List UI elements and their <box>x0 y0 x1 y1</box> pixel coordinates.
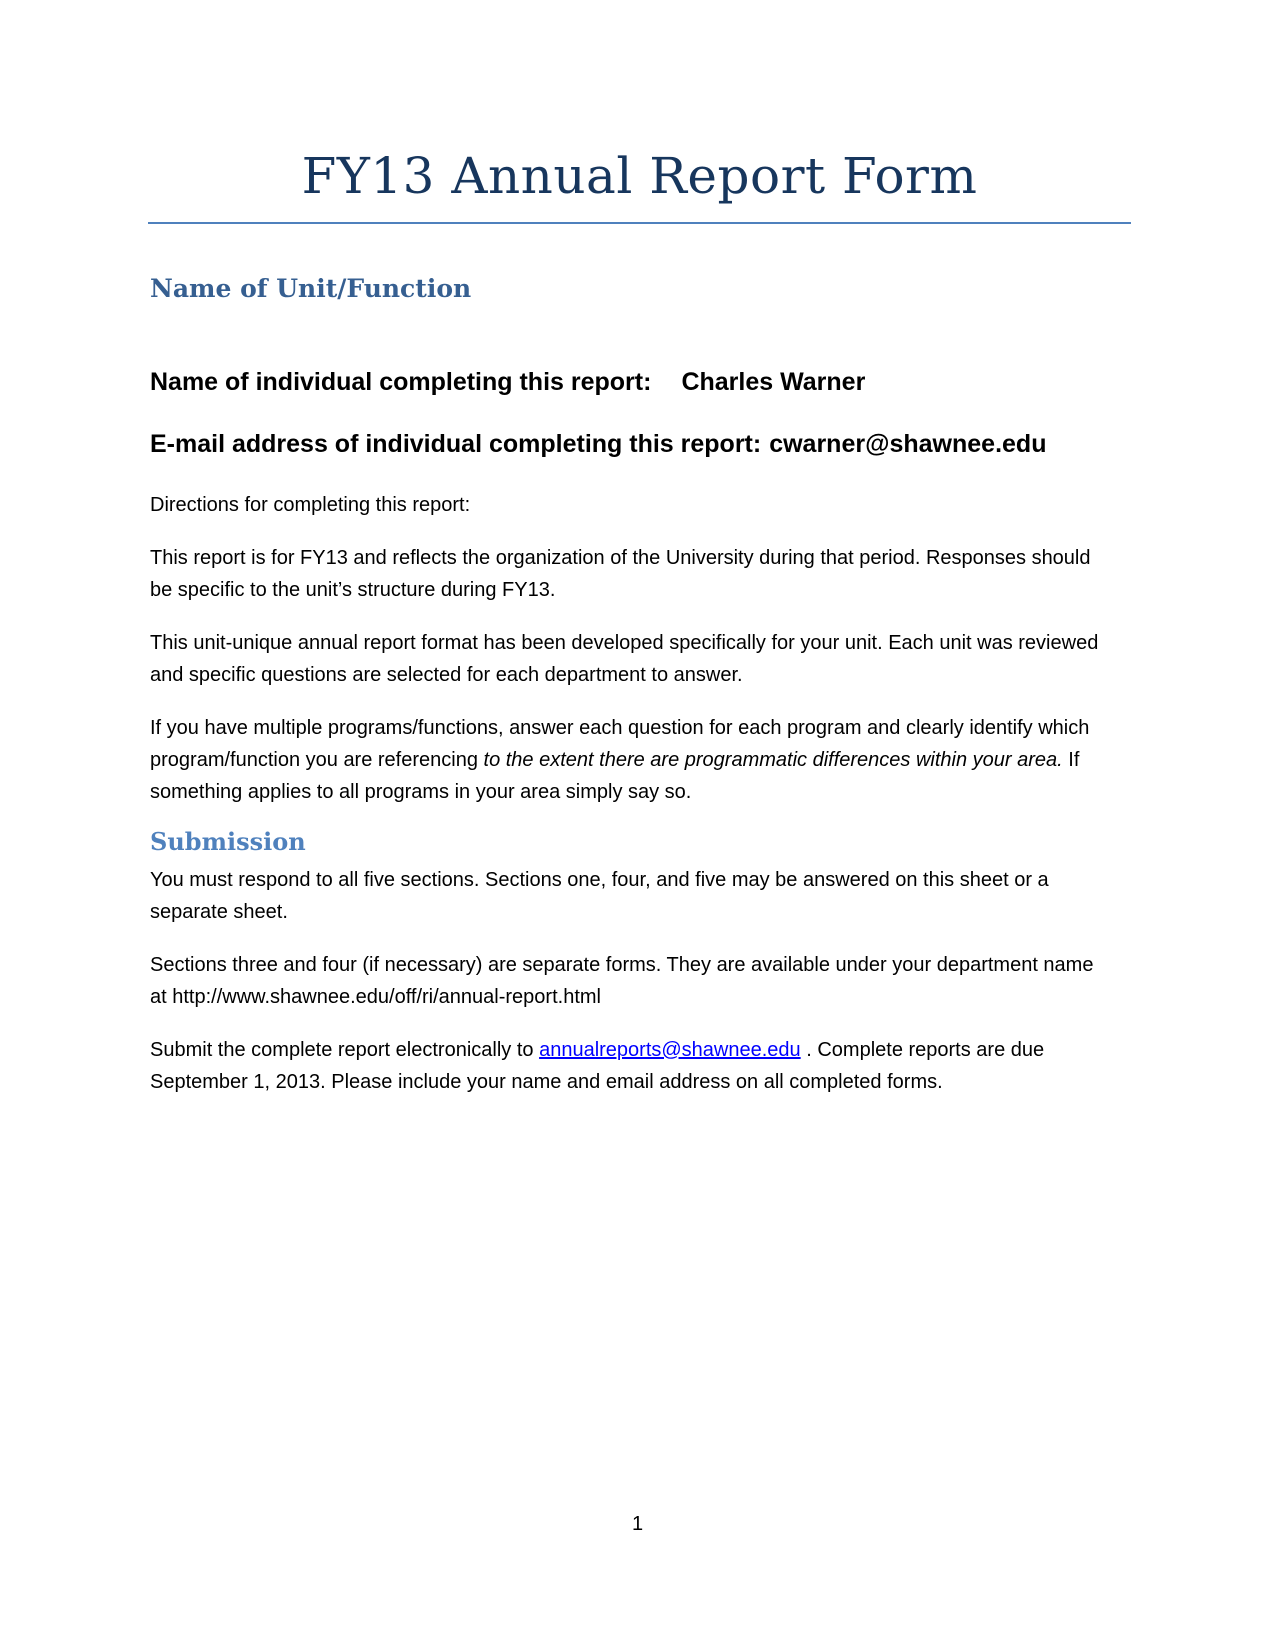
email-value: cwarner@shawnee.edu <box>769 430 1047 458</box>
paragraph-respond-sections: You must respond to all five sections. Sections one, four, and five may be answered on this sheet or a separate sheet. <box>150 869 1049 923</box>
paragraph-fy13-scope: This report is for FY13 and reflects the organization of the University during that period. Responses should be specific to the unit’s structure during FY13. <box>150 547 1091 601</box>
page-number: 1 <box>631 1513 644 1535</box>
paragraph-unit-unique-format: This unit-unique annual report format has been developed specifically for your unit. Each unit was reviewed and specific questions are selected for each department to answer. <box>150 632 1099 686</box>
submission-heading: Submission <box>150 827 306 856</box>
paragraph-separate-forms: Sections three and four (if necessary) are separate forms. They are available under your department name at http://www.shawnee.edu/off/ri/annual-report.html <box>150 954 1094 1008</box>
email-line <box>150 430 1046 459</box>
page-title: FY13 Annual Report Form <box>301 147 978 205</box>
email-label: E-mail address of individual completing this report: <box>150 430 762 458</box>
name-value: Charles Warner <box>681 368 866 396</box>
paragraph-submit-start: Submit the complete report electronically to <box>150 1039 540 1061</box>
submission-email-link[interactable]: annualreports@shawnee.edu <box>539 1039 801 1061</box>
directions-heading: Directions for completing this report: <box>150 494 471 516</box>
paragraph-multiple-programs-start: If you have multiple programs/functions, answer each question for each program and clearly identify which program/function you are referencing <box>150 717 1090 771</box>
paragraph-multiple-programs-end: If something applies to all programs in your area simply say so. <box>150 749 1080 803</box>
paragraph-multiple-programs <box>150 712 1110 808</box>
name-label: Name of individual completing this report: <box>150 368 652 396</box>
name-line <box>150 368 865 397</box>
paragraph-submit-end: . Complete reports are due September 1, 2013. Please include your name and email address on all completed forms. <box>150 1039 1045 1093</box>
paragraph-multiple-programs-italic: to the extent there are programmatic differences within your area. <box>483 749 1063 771</box>
unit-function-heading: Name of Unit/Function <box>150 274 472 303</box>
paragraph-submit-report <box>150 1034 1110 1098</box>
title-underline-rule <box>148 222 1131 224</box>
